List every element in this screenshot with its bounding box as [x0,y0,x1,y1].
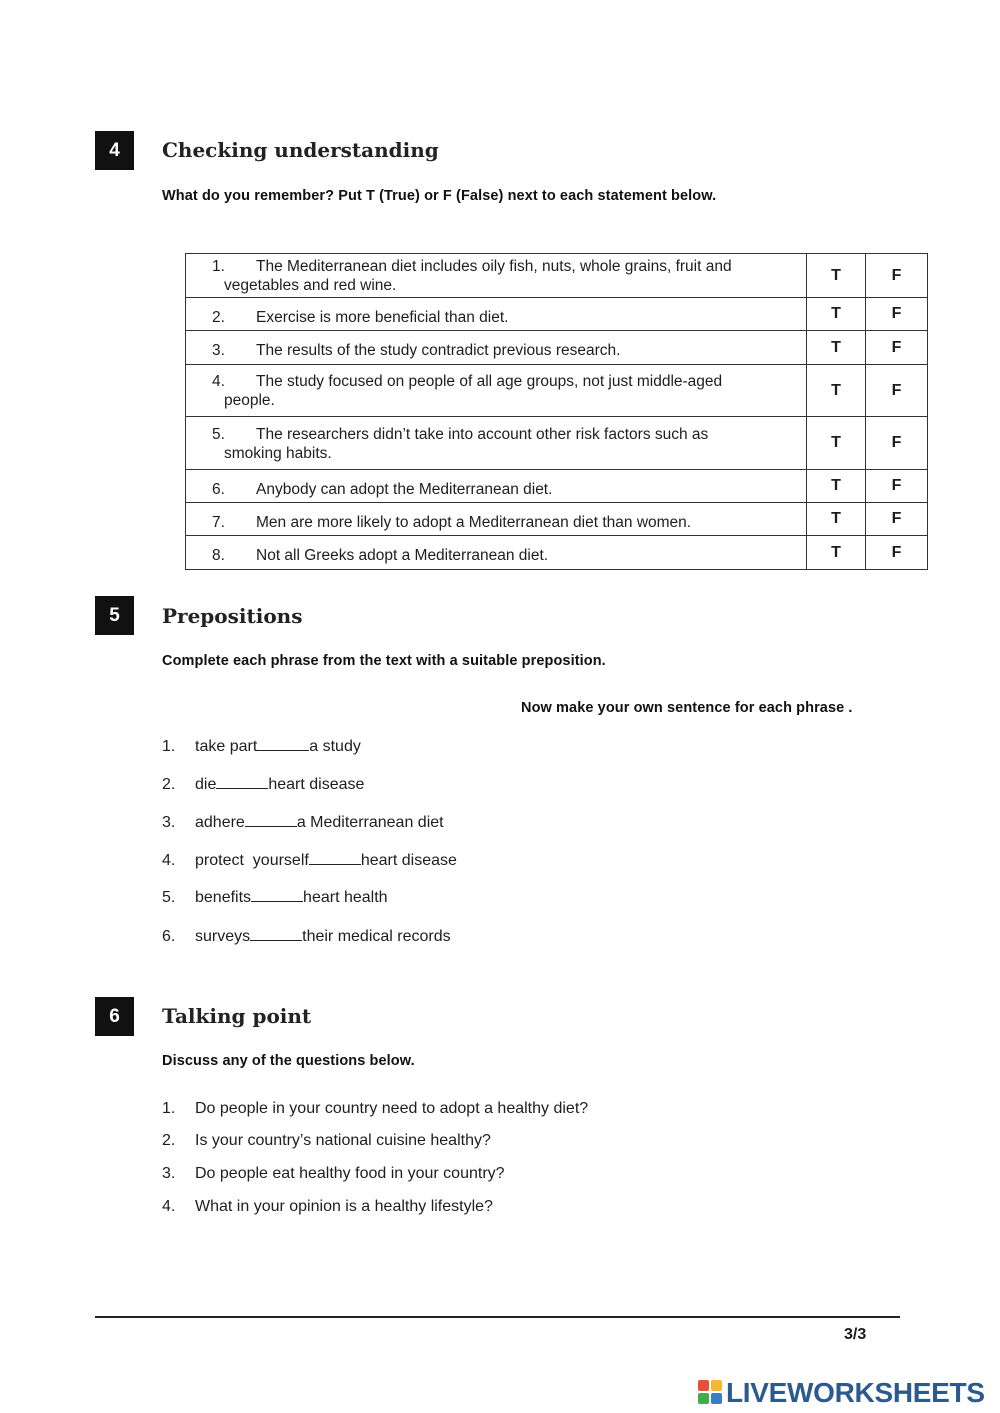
false-option[interactable]: F [866,470,928,503]
statement-number: 6. [212,480,225,498]
statement-text: The researchers didn’t take into account other risk factors such as [256,425,709,443]
question-text: Is your country’s national cuisine healthy? [195,1132,491,1149]
phrase-end: a Mediterranean diet [296,814,444,831]
statement-text: The results of the study contradict previous research. [256,342,621,359]
section-4-number: 4 [95,131,134,170]
blank-input[interactable] [216,776,268,789]
false-option[interactable]: F [866,417,928,470]
phrase-end: heart disease [360,852,457,869]
phrase-start: take part [195,738,258,755]
statement-number: 4. [212,373,225,390]
true-option[interactable]: T [807,417,866,470]
liveworksheets-logo-icon [698,1380,724,1406]
list-item [162,814,444,832]
section-5-number: 5 [95,596,134,635]
statement-number: 8. [212,547,225,564]
item-number: 4. [162,852,176,869]
phrase-end: a study [309,738,361,755]
section-4-instruction: What do you remember? Put T (True) or F (False) next to each statement below. [162,188,717,204]
list-item [162,1165,505,1183]
section-6-number: 6 [95,997,134,1036]
list-item [162,1198,493,1216]
item-number: 4. [162,1198,176,1215]
list-item [162,1132,491,1150]
phrase-end: their medical records [302,928,451,945]
phrase-end: heart disease [268,776,365,793]
item-number: 2. [162,776,176,793]
false-option[interactable]: F [866,365,928,417]
question-text: What in your opinion is a healthy lifestyle? [195,1198,493,1215]
table-row [186,536,928,570]
statement-text: Not all Greeks adopt a Mediterranean diet. [256,547,549,564]
phrase-start: protect yourself [195,852,309,869]
true-option[interactable]: T [807,503,866,536]
false-option[interactable]: F [866,536,928,570]
statement-number: 5. [212,425,225,443]
table-row [186,254,928,298]
statement-number: 7. [212,513,225,531]
blank-input[interactable] [251,889,303,902]
table-row [186,417,928,470]
statement-text-cont: vegetables and red wine. [224,277,397,294]
false-option[interactable]: F [866,298,928,331]
statement-number: 1. [212,258,225,275]
item-number: 5. [162,889,176,906]
list-item [162,928,451,946]
statement-number: 2. [212,308,225,326]
section-4-title: Checking understanding [162,138,439,162]
list-item [162,1100,588,1118]
false-option[interactable]: F [866,503,928,536]
table-row [186,503,928,536]
liveworksheets-logo [698,1378,985,1408]
list-item [162,738,361,756]
item-number: 2. [162,1132,176,1149]
page-number: 3/3 [844,1326,867,1343]
true-option[interactable]: T [807,298,866,331]
blank-input[interactable] [245,814,297,827]
footer-divider [95,1316,900,1318]
table-row [186,298,928,331]
section-5-instruction: Complete each phrase from the text with a suitable preposition. [162,653,606,669]
table-row [186,365,928,417]
statement-text: The study focused on people of all age groups, not just middle-aged [256,373,723,390]
item-number: 3. [162,814,176,831]
statement-text: Men are more likely to adopt a Mediterranean diet than women. [256,513,692,531]
true-option[interactable]: T [807,254,866,298]
question-text: Do people eat healthy food in your country? [195,1165,505,1182]
phrase-start: adhere [195,814,245,831]
table-row [186,331,928,365]
section-5-title: Prepositions [162,604,303,628]
true-option[interactable]: T [807,331,866,365]
phrase-start: benefits [195,889,252,906]
question-text: Do people in your country need to adopt a healthy diet? [195,1100,589,1117]
section-5-sub-instruction: Now make your own sentence for each phrase . [521,700,853,716]
brand-name: LIVEWORKSHEETS [726,1377,985,1408]
phrase-start: surveys [195,928,251,945]
list-item [162,852,457,870]
section-6-instruction: Discuss any of the questions below. [162,1053,415,1069]
list-item [162,776,364,794]
statement-text: Exercise is more beneficial than diet. [256,308,509,326]
list-item [162,889,388,907]
blank-input[interactable] [257,738,309,751]
item-number: 1. [162,738,176,755]
phrase-start: die [195,776,217,793]
true-option[interactable]: T [807,470,866,503]
blank-input[interactable] [250,928,302,941]
false-option[interactable]: F [866,254,928,298]
true-false-table [185,253,928,570]
phrase-end: heart health [303,889,388,906]
item-number: 1. [162,1100,176,1117]
statement-text-cont: people. [224,392,275,409]
blank-input[interactable] [309,852,361,865]
item-number: 6. [162,928,176,945]
false-option[interactable]: F [866,331,928,365]
section-6-title: Talking point [162,1004,312,1028]
true-option[interactable]: T [807,365,866,417]
table-row [186,470,928,503]
item-number: 3. [162,1165,176,1182]
statement-number: 3. [212,342,225,359]
statement-text-cont: smoking habits. [224,444,332,462]
statement-text: Anybody can adopt the Mediterranean diet. [256,480,553,498]
statement-text: The Mediterranean diet includes oily fish, nuts, whole grains, fruit and [256,258,732,275]
true-option[interactable]: T [807,536,866,570]
